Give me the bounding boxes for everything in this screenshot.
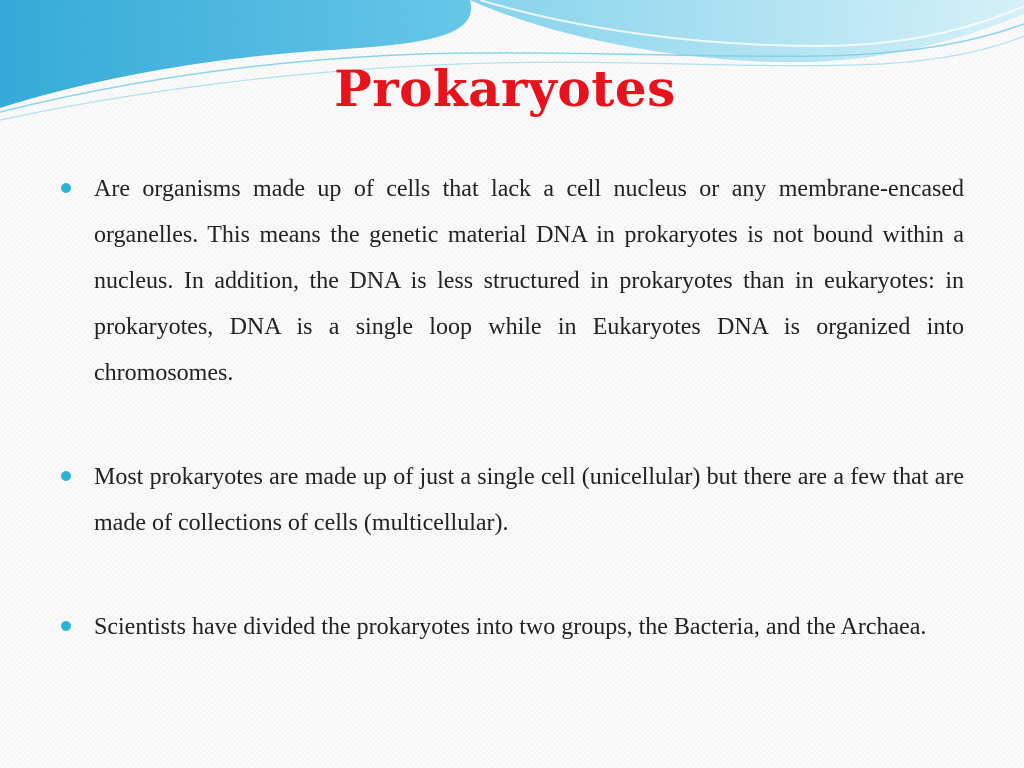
bullet-item-3 <box>58 604 964 650</box>
bullet-item-2 <box>58 454 964 546</box>
bullet-dot-icon <box>61 621 71 631</box>
bullet-text: Most prokaryotes are made up of just a single cell (unicellular) but there are a few that are made of collections of cells (multicellular). <box>94 464 964 536</box>
bullet-list <box>58 166 964 650</box>
bullet-text: Are organisms made up of cells that lack a cell nucleus or any membrane-encased organelles. This means the genetic material DNA in prokaryotes is not bound within a nucleus. In addition, the DNA is less structured in prokaryotes than in eukaryotes: in prokaryotes, DNA is a single loop while in Eukaryotes DNA is organized into chromosomes. <box>94 176 964 386</box>
bullet-dot-icon <box>61 183 71 193</box>
bullet-dot-icon <box>61 471 71 481</box>
bullet-item-1 <box>58 166 964 396</box>
slide-title: Prokaryotes <box>334 59 676 118</box>
bullet-text: Scientists have divided the prokaryotes into two groups, the Bacteria, and the Archaea. <box>94 614 927 640</box>
